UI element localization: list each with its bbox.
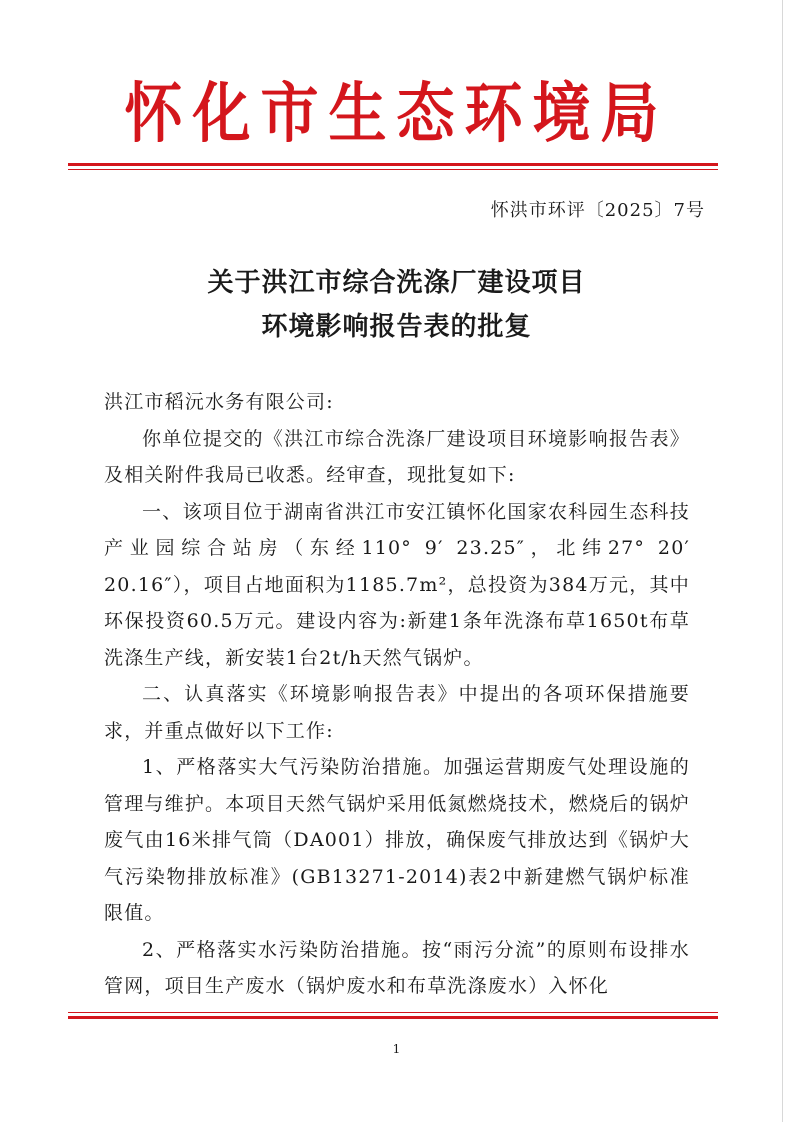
footer-rule-thin: [68, 1012, 718, 1013]
document-body: [104, 384, 690, 1005]
paragraph-subitem-2: 2、严格落实水污染防治措施。按“雨污分流”的原则布设排水管网，项目生产废水（锅炉废水和布草洗涤废水）入怀化: [104, 938, 690, 997]
document-number: 怀洪市环评〔2025〕7号: [490, 200, 705, 221]
paragraph-intro: 你单位提交的《洪江市综合洗涤厂建设项目环境影响报告表》及相关附件我局已收悉。经审查，现批复如下:: [104, 427, 690, 486]
document-title-line2: 环境影响报告表的批复: [261, 312, 532, 342]
letterhead-rule-thin: [68, 169, 718, 170]
paragraph-subitem-1: 1、严格落实大气污染防治措施。加强运营期废气处理设施的管理与维护。本项目天然气锅炉采用低氮燃烧技术，燃烧后的锅炉废气由16米排气筒（DA001）排放，确保废气排放达到《锅炉大气污染物排放标准》(GB13271-2014)表2中新建燃气锅炉标准限值。: [104, 756, 690, 924]
page-number: 1: [392, 1042, 401, 1056]
paragraph-item-2: 二、认真落实《环境影响报告表》中提出的各项环保措施要求，并重点做好以下工作:: [104, 683, 690, 742]
page-edge: [782, 0, 783, 1122]
footer-rule-thick: [68, 1016, 718, 1019]
letterhead-rule-thick: [68, 163, 718, 166]
document-title-line1: 关于洪江市综合洗涤厂建设项目: [207, 268, 586, 298]
paragraph-item-1: 一、该项目位于湖南省洪江市安江镇怀化国家农科园生态科技产业园综合站房（东经110° 9′ 23.25″，北纬27° 20′ 20.16″），项目占地面积为1185.7m²，总投资为384万元，其中环保投资60.5万元。建设内容为:新建1条年洗涤布草1650t布草洗涤生产线，新安装1台2t/h天然气锅炉。: [104, 500, 690, 669]
addressee: 洪江市稻沅水务有限公司:: [104, 391, 334, 413]
letterhead-title: 怀化市生态环境局: [124, 74, 669, 152]
